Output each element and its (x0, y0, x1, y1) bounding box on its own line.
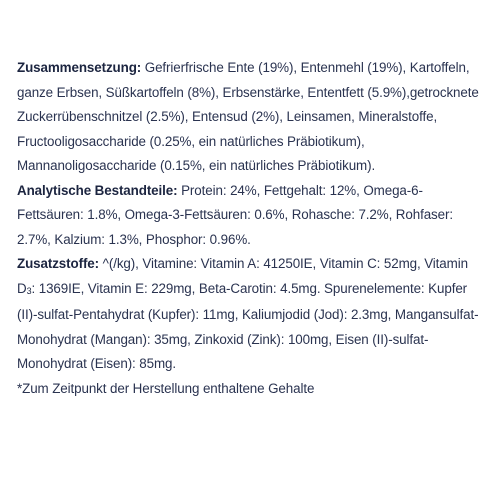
composition-section (17, 56, 487, 179)
additives-section (17, 252, 487, 377)
analytical-text: Protein: 24%, Fettgehalt: 12%, Omega-6-Fettsäuren: 1.8%, Omega-3-Fettsäuren: 0.6%, Rohasche: 7.2%, Rohfaser: 2.7%, Kalzium: 1.3%, Phosphor: 0.96%. (17, 182, 453, 247)
additives-heading: Zusatzstoffe: (17, 256, 100, 271)
additives-text-start: ^(/kg), Vitamine: Vitamin A: 41250IE, Vitamin C: 52mg, Vitamin D (17, 256, 468, 296)
composition-heading: Zusammensetzung: (17, 60, 142, 75)
additives-text-end: : 1369IE, Vitamin E: 229mg, Beta-Carotin: 4.5mg. Spurenelemente: Kupfer (II)-sulfat-Pentahydrat (Kupfer): 11mg, Kaliumjodid (Jod): 2.3mg, Mangansulfat-Monohydrat (Mangan): 35mg, Zinkoxid (Zink): 100mg, Eisen (II)-sulfat-Monohydrat (Eisen): 85mg. (17, 280, 479, 371)
composition-text: Gefrierfrische Ente (19%), Entenmehl (19%), Kartoffeln, ganze Erbsen, Süßkartoffeln (8%), Erbsenstärke, Ententfett (5.9%),getrocknete Zuckerrübenschnitzel (2.5%), Entensud (2%), Leinsamen, Mineralstoffe, Fructooligosaccharide (0.25%, ein natürliches Präbiotikum), Mannanoligosaccharide (0.15%, ein natürliches Präbiotikum). (17, 60, 479, 173)
analytical-heading: Analytische Bestandteile: (17, 182, 178, 198)
additives-subscript: 3 (26, 285, 32, 296)
nutrition-label (17, 56, 487, 401)
footnote: *Zum Zeitpunkt der Herstellung enthaltene Gehalte (17, 380, 315, 396)
analytical-section (17, 179, 487, 253)
